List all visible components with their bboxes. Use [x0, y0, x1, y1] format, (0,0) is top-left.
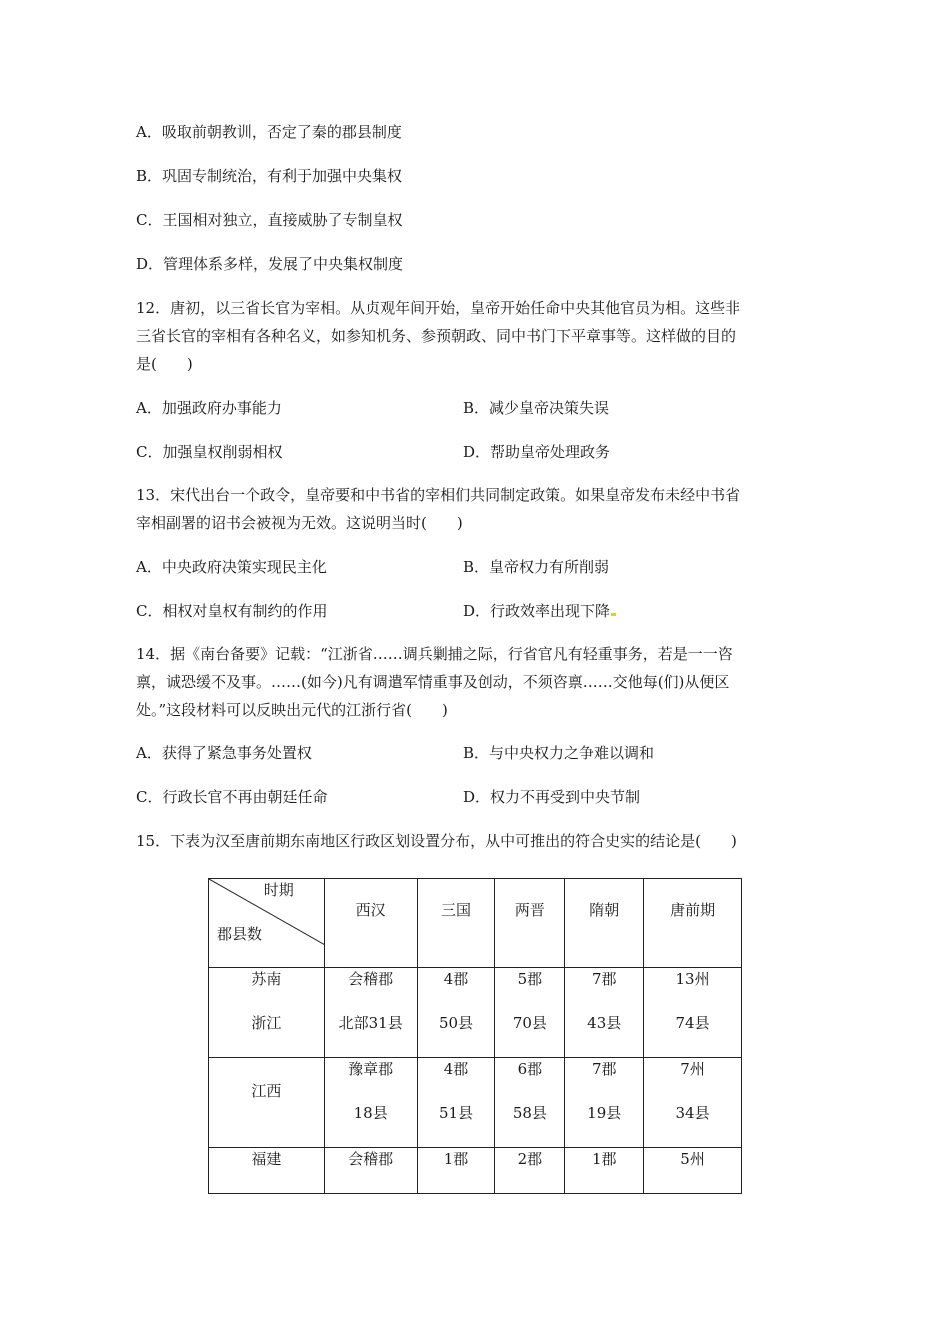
table-cell: 会稽郡 北部31县 [324, 968, 417, 1058]
table-cell: 7郡 19县 [565, 1058, 644, 1148]
q13-stem-line-1: 13．宋代出台一个政令，皇帝要和中书省的宰相们共同制定政策。如果皇帝发布未经中书省 [136, 486, 741, 504]
table-cell: 13州 74县 [644, 968, 742, 1058]
table-cell: 1郡 [417, 1148, 495, 1194]
table-cell: 6郡 58县 [495, 1058, 565, 1148]
q14-stem-line-2: 禀，诚恐缓不及事。……(如今)凡有调遣军情重事及创动，不须咨禀……交他每(们)从便区 [136, 673, 730, 691]
table-row [209, 1148, 742, 1194]
q13-option-d-wrap [463, 600, 616, 622]
corner-cell [209, 879, 325, 968]
q13-option-b: B．皇帝权力有所削弱 [463, 558, 610, 576]
table-cell: 2郡 [495, 1148, 565, 1194]
q14-option-d: D．权力不再受到中央节制 [463, 788, 641, 806]
table-cell: 豫章郡 18县 [324, 1058, 417, 1148]
table-cell: 4郡 50县 [417, 968, 495, 1058]
table-row [209, 1058, 742, 1148]
q11-option-a: A．吸取前朝教训，否定了秦的郡县制度 [136, 123, 402, 141]
q13-option-d: D．行政效率出现下降 [463, 602, 611, 620]
table-cell: 5郡 70县 [495, 968, 565, 1058]
header-cell: 隋朝 [565, 879, 644, 968]
q12-option-a: A．加强政府办事能力 [136, 399, 282, 417]
highlight-mark [611, 613, 616, 616]
q13-option-a: A．中央政府决策实现民主化 [136, 558, 327, 576]
table-cell: 1郡 [565, 1148, 644, 1194]
q12-option-d: D．帮助皇帝处理政务 [463, 443, 611, 461]
table-cell: 7郡 43县 [565, 968, 644, 1058]
q12-option-b: B．减少皇帝决策失误 [463, 399, 610, 417]
q14-option-c: C．行政长官不再由朝廷任命 [136, 788, 328, 806]
table-cell: 5州 [644, 1148, 742, 1194]
q14-option-a: A．获得了紧急事务处置权 [136, 744, 312, 762]
q12-stem-line-2: 三省长官的宰相有各种名义，如参知机务、参预朝政、同中书门下平章事等。这样做的目的 [136, 327, 737, 345]
q12-stem-line-1: 12．唐初，以三省长官为宰相。从贞观年间开始，皇帝开始任命中央其他官员为相。这些非 [136, 299, 741, 317]
q14-stem-line-3: 处。”这段材料可以反映出元代的江浙行省( ) [136, 701, 448, 719]
region-table [208, 878, 742, 1194]
header-cell: 三国 [417, 879, 495, 968]
corner-bottom-label: 郡县数 [217, 925, 263, 943]
table-cell: 会稽郡 [324, 1148, 417, 1194]
q13-stem-line-2: 宰相副署的诏书会被视为无效。这说明当时( ) [136, 514, 463, 532]
q15-stem: 15．下表为汉至唐前期东南地区行政区划设置分布，从中可推出的符合史实的结论是( ) [136, 832, 737, 850]
region-cell: 苏南 浙江 [209, 968, 325, 1058]
q14-option-b: B．与中央权力之争难以调和 [463, 744, 655, 762]
table-header-row [209, 879, 742, 968]
q11-option-d: D．管理体系多样，发展了中央集权制度 [136, 255, 404, 273]
table-cell: 7州 34县 [644, 1058, 742, 1148]
q12-stem-line-3: 是( ) [136, 355, 193, 373]
header-cell: 唐前期 [644, 879, 742, 968]
corner-top-label: 时期 [263, 881, 294, 899]
region-cell: 江西 [209, 1058, 325, 1148]
header-cell: 西汉 [324, 879, 417, 968]
header-cell: 两晋 [495, 879, 565, 968]
q11-option-c: C．王国相对独立，直接威胁了专制皇权 [136, 211, 403, 229]
q12-option-c: C．加强皇权削弱相权 [136, 443, 283, 461]
q11-option-b: B．巩固专制统治，有利于加强中央集权 [136, 167, 403, 185]
table-cell: 4郡 51县 [417, 1058, 495, 1148]
q13-option-c: C．相权对皇权有制约的作用 [136, 602, 328, 620]
q14-stem-line-1: 14．据《南台备要》记载：“江浙省……调兵剿捕之际，行省官凡有轻重事务，若是一一咨 [136, 645, 733, 663]
table-row [209, 968, 742, 1058]
region-cell: 福建 [209, 1148, 325, 1194]
